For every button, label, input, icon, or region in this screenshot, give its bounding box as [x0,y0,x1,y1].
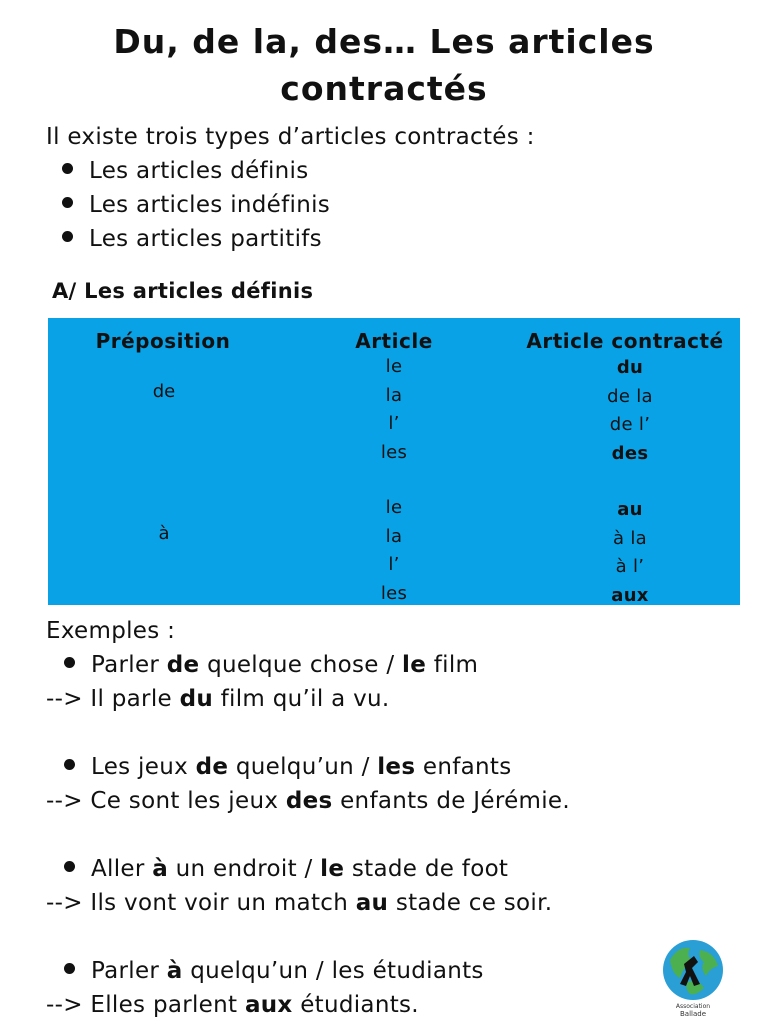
contracted-cell: aux [611,584,649,606]
contracted-cell: du [616,357,644,378]
article-cell: le [385,497,403,518]
article-cell: la [385,525,403,547]
title-line-1: Du, de la, des… Les articles [113,22,655,61]
list-item-label: Les articles indéfinis [89,192,331,218]
contracted-cell: au [617,499,643,520]
bullet-icon [64,759,75,770]
articles-table [48,318,740,605]
article-cell: l’ [388,554,400,575]
logo-text-line-2: Ballade [679,1010,707,1018]
example-prompt-2: Les jeux de quelqu’un / les enfants [46,750,746,784]
example-result-4: --> Elles parlent aux étudiants. [46,992,419,1018]
example-prompt-3: Aller à un endroit / le stade de foot [46,852,746,886]
examples-label: Exemples : [46,618,176,644]
articles-column-a [344,494,444,608]
bullet-icon [62,197,73,208]
section-title: A/ Les articles définis [52,279,314,303]
list-item [62,188,330,222]
list-item-label: Les articles partitifs [89,226,322,252]
example-prompt-4: Parler à quelqu’un / les étudiants [46,954,746,988]
contracted-cell: de l’ [609,414,651,435]
header-contracted: Article contracté [526,329,724,353]
bullet-icon [62,163,73,174]
contracted-cell: à la [613,527,647,549]
header-preposition: Préposition [95,329,231,353]
bullet-icon [64,963,75,974]
intro-text: Il existe trois types d’articles contractés : [46,124,535,150]
preposition-a: à [158,523,170,544]
contracted-cell: des [611,442,649,464]
header-article: Article [355,329,433,353]
title-line-2: contractés [280,69,488,108]
example-result-3: --> Ils vont voir un match au stade ce soir. [46,890,553,916]
list-item [62,154,330,188]
bullet-icon [64,861,75,872]
list-item [62,222,330,256]
list-item-label: Les articles définis [89,158,309,184]
bullet-icon [62,231,73,242]
examples-section [46,614,746,1022]
articles-column-de [344,353,444,467]
article-cell: les [380,441,408,463]
example-result-2: --> Ce sont les jeux des enfants de Jérémie. [46,788,570,814]
article-types-list [62,154,330,256]
association-logo [660,938,726,1018]
page-title [0,18,768,112]
preposition-de: de [152,381,176,402]
example-result-1: --> Il parle du film qu’il a vu. [46,686,390,712]
article-cell: la [385,384,403,406]
article-cell: le [385,356,403,377]
contracted-column-de [575,354,685,468]
bullet-icon [64,657,75,668]
article-cell: l’ [388,413,400,434]
example-prompt-1: Parler de quelque chose / le film [46,648,746,682]
contracted-column-a [575,496,685,610]
contracted-cell: de la [607,385,653,407]
article-cell: les [380,582,408,604]
logo-text-line-1: Association [675,1003,711,1010]
contracted-cell: à l’ [615,556,645,577]
